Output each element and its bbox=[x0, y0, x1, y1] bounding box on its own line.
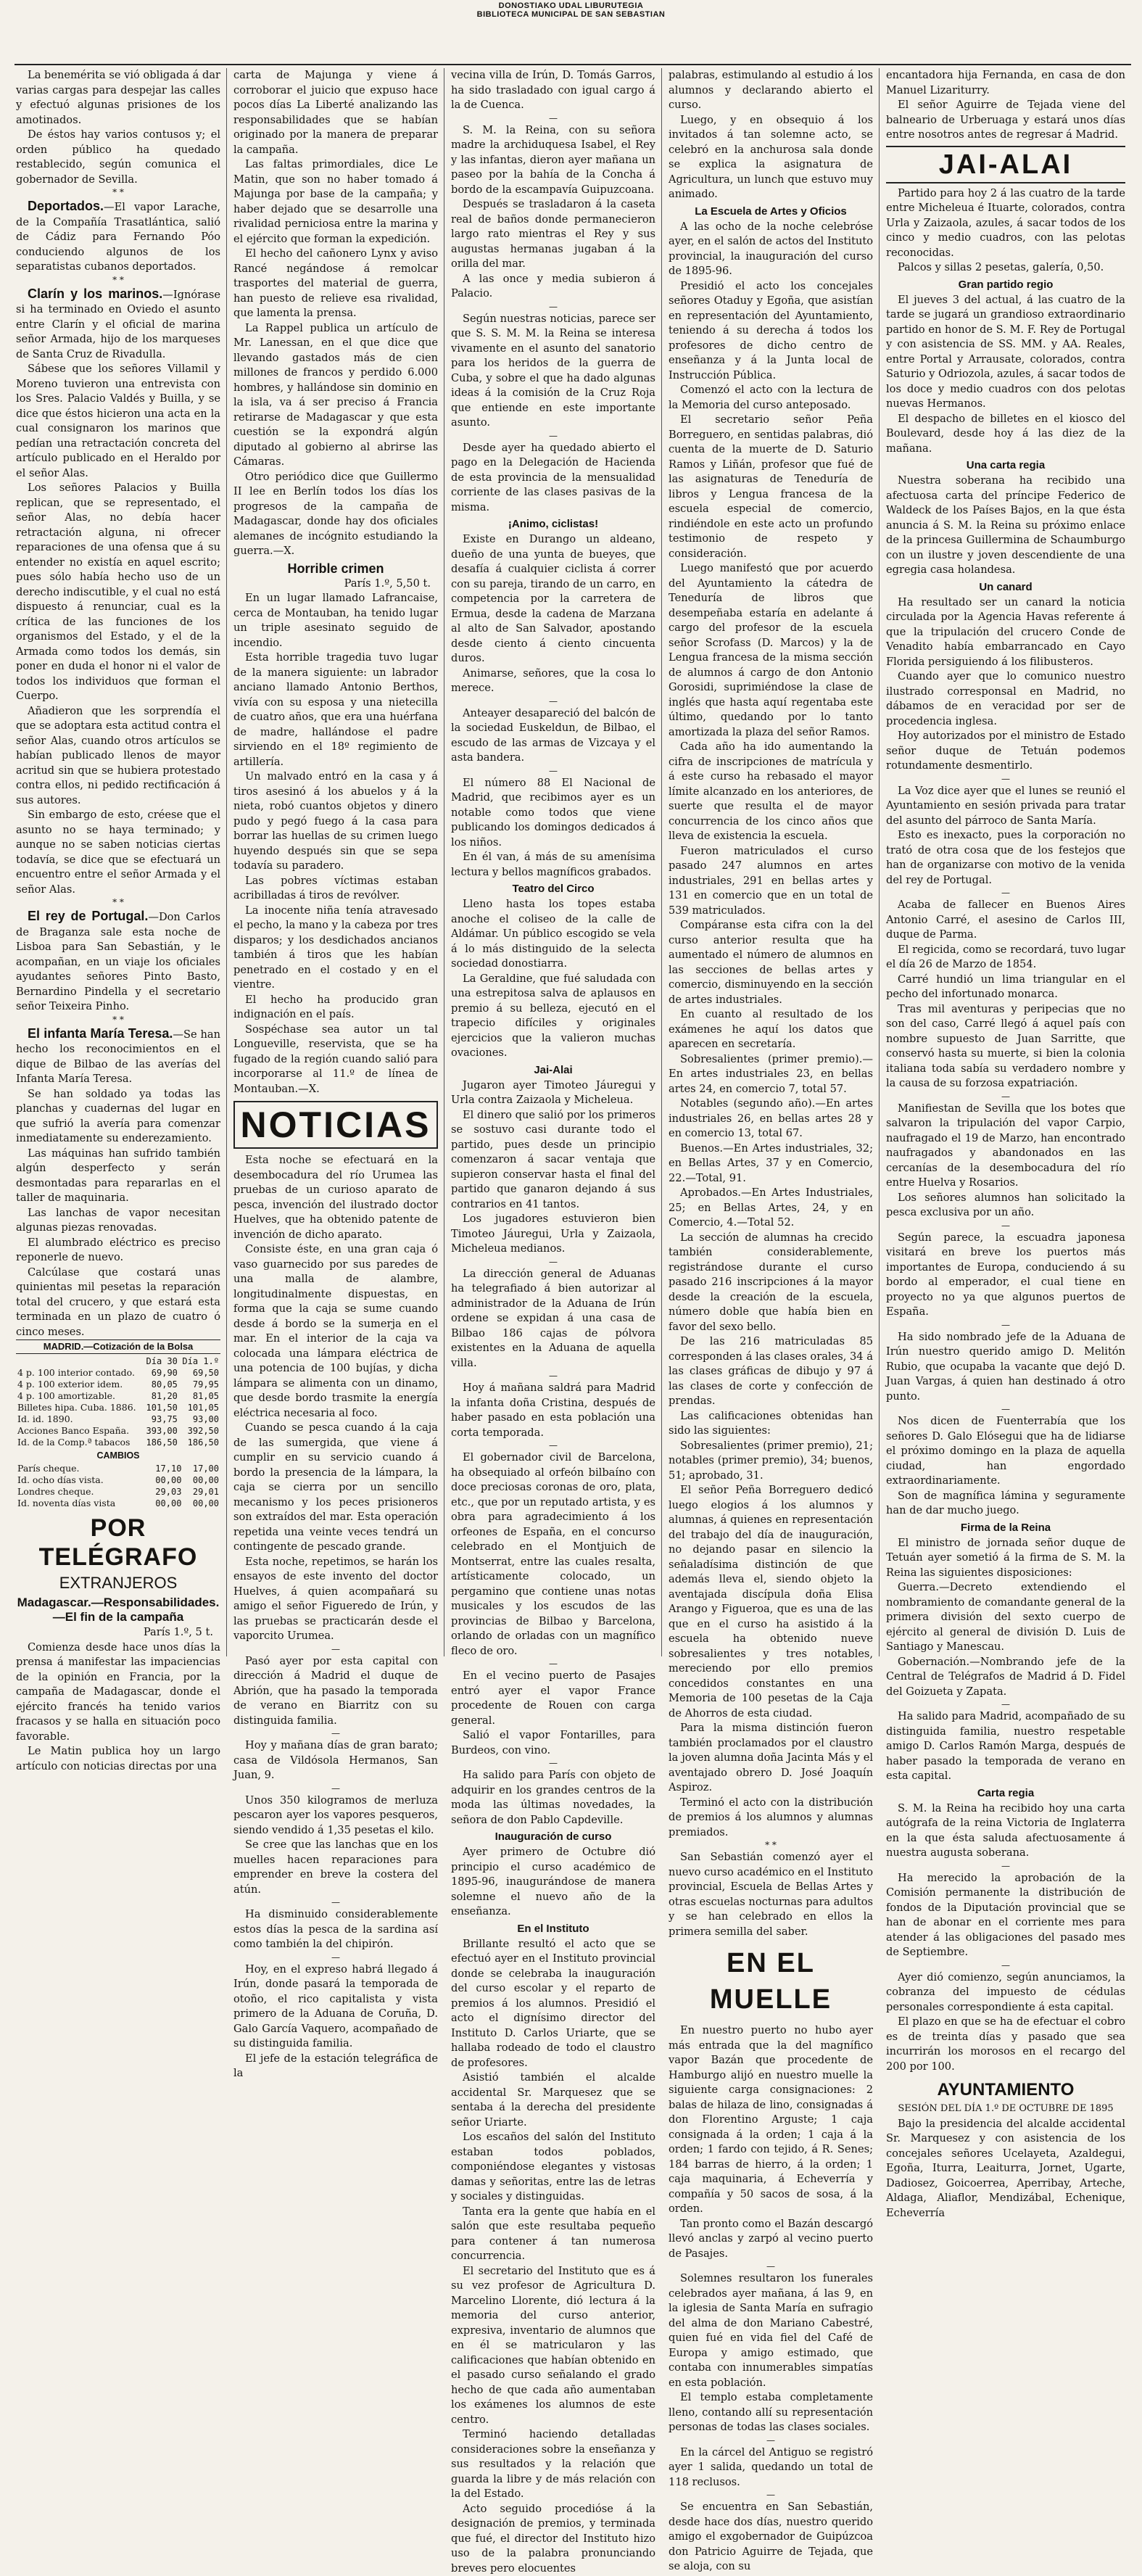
section-subheading-extranjeros: EXTRANJEROS bbox=[16, 1573, 220, 1593]
headline-rey: El rey de Portugal. bbox=[28, 909, 148, 923]
paragraph: Las pobres víctimas estaban acribilladas á tiros de revólver. bbox=[233, 874, 438, 904]
paragraph: S. M. la Reina ha recibido hoy una carta autógrafa de la reina Victoria de Inglaterra en la que ésta saluda afectuosamente á nuestra augusta soberana. bbox=[886, 1801, 1125, 1861]
paragraph: Para la misma distinción fueron también proclamados por el claustro la joven alumna doña Jacinta Más y el aventajado obrero D. José Joaquín Aspiroz. bbox=[669, 1721, 873, 1796]
table-row bbox=[16, 1437, 220, 1448]
cell: 93,75 bbox=[143, 1413, 179, 1425]
news-item: Esta noche, repetimos, se harán los ensayos de este invento del doctor Huelves, á quien acompañará su amigo el señor Figueredo de Irún, y las pruebas se practicarán desde el vaporcito Urumea. bbox=[233, 1555, 438, 1644]
separator: — bbox=[451, 431, 655, 441]
paragraph: Tanta era la gente que había en el salón que este resultaba pequeño para contener á tan numerosa concurrencia. bbox=[451, 2205, 655, 2264]
paragraph: En cuanto al resultado de los exámenes he aquí los datos que aparecen en secretaría. bbox=[669, 1007, 873, 1052]
paragraph: Ayer primero de Octubre dió principio el curso académico de 1895-96, inaugurándose de manera solemne el nuevo año de la enseñanza. bbox=[451, 1845, 655, 1920]
headline-crimen: Horrible crimen bbox=[233, 561, 438, 576]
paragraph: Existe en Durango un aldeano, dueño de una yunta de bueyes, que desafía á cualquier ciclista á correr con su pareja, tirando de un carro, en competencia por la carretera de Ermua, desde la cadena de Marzana al alto de San Salvador, apostando desde ciento á ciento cincuenta duros. bbox=[451, 532, 655, 666]
row-label: Billetes hipa. Cuba. 1886. bbox=[16, 1402, 143, 1413]
column-1 bbox=[16, 68, 220, 1656]
headline-firma-reina: Firma de la Reina bbox=[886, 1521, 1125, 1535]
separator: — bbox=[451, 1440, 655, 1450]
headline-deportados: Deportados. bbox=[28, 199, 104, 213]
dateline: París 1.º, 5 t. bbox=[16, 1625, 220, 1640]
paragraph: Las lanchas de vapor necesitan algunas piezas renovadas. bbox=[16, 1206, 220, 1236]
headline-canard: Un canard bbox=[886, 580, 1125, 595]
table-row bbox=[16, 1379, 220, 1390]
news-item: Cuando se pesca cuando á la caja de las sumergida, que viene á cumplir en su servicio cuando á bordo la presencia de la lámpara, la caja se cierra por un sencillo mecanismo y los peces prisioneros son extraídos del mar. Esta operación repetida una veinte veces tendrá un contingente de pescado grande. bbox=[233, 1421, 438, 1555]
stock-quotes-table bbox=[16, 1355, 220, 1448]
paragraph: Después se trasladaron á la caseta real de baños donde permanecieron largo rato mientras el Rey y sus augustas hermanas jugaban á la orilla del mar. bbox=[451, 197, 655, 272]
paragraph: El gobernador civil de Barcelona, ha obsequiado al orfeón bilbaíno con doce preciosas coronas de oro, plata, etc., que por un reputado artista, y es obra para agradecimiento á los orfeones de España, en el concurso celebrado en el Montjuich de Montserrat, entre las cuales resalta, artísticamente colocado, un pergamino que contiene unas notas musicales y los escudos de las provincias de Bilbao y Barcelona, orlando de orladas con un magnífico fleco de oro. bbox=[451, 1450, 655, 1659]
paragraph: Notables (segundo año).—En artes industriales 26, en bellas artes 28 y en comercio 13, total 67. bbox=[669, 1097, 873, 1142]
cell: 29,03 bbox=[146, 1486, 183, 1498]
separator: — bbox=[886, 1699, 1125, 1709]
row-label: Id. noventa días vista bbox=[16, 1498, 146, 1509]
paragraph: San Sebastián comenzó ayer el nuevo curso académico en el Instituto provincial, Escuela de Bellas Artes y otras escuelas nocturnas para adultos y se han celebrado en ellos la primera semilla del saber. bbox=[669, 1850, 873, 1939]
paragraph: En el vecino puerto de Pasajes entró ayer el vapor France procedente de Rouen con carga general. bbox=[451, 1669, 655, 1728]
paragraph: Solemnes resultaron los funerales celebrados ayer mañana, á las 9, en la iglesia de Santa María en sufragio del alma de don Mariano Cabestré, quien fué en vida fiel del Café de Europa y amigo estimado, que contaba con innumerables simpatías en esta población. bbox=[669, 2271, 873, 2390]
paragraph: Asistió también el alcalde accidental Sr. Marquesez que se sentaba á la derecha del presidente señor Uriarte. bbox=[451, 2071, 655, 2130]
table-row bbox=[16, 1425, 220, 1437]
paragraph: El señor Peña Borreguero dedicó luego elogios á los alumnos y alumnas, á quienes en representación del trabajo del día de inauguración, no dejando pasar en silencio la señaladísima distinción de que además lleva el, siendo objeto la aventajada discípula doña Elisa Arango y Figueroa, que es una de las que en el curso ha asistido á la escuela ha obtenido nueve sobresalientes y tres notables, mereciendo por ello premios concedidos constantes en una Memoria de 100 pesetas de la Caja de Ahorros de esta ciudad. bbox=[669, 1483, 873, 1721]
paragraph: El secretario señor Peña Borreguero, en sentidas palabras, dió cuenta de la muerte de D. Saturio Ramos y Liñán, profesor que fué de las asignaturas de Teneduría de libros y Lengua francesa de la escuela especial de comercio, rindiéndole en este acto un profundo testimonio de respeto y consideración. bbox=[669, 413, 873, 561]
paragraph: Tan pronto como el Bazán descargó llevó anclas y zarpó al vecino puerto de Pasajes. bbox=[669, 2217, 873, 2262]
cell: 393,00 bbox=[143, 1425, 179, 1437]
paragraph: Son de magnífica lámina y seguramente han de dar mucho juego. bbox=[886, 1489, 1125, 1519]
session-date: SESIÓN DEL DÍA 1.º DE OCTUBRE DE 1895 bbox=[886, 2102, 1125, 2117]
paragraph: —Ignórase si ha terminado en Oviedo el asunto entre Clarín y el oficial de marina señor Armada, hijo de los marqueses de Santa Cruz de Rivadulla. bbox=[16, 289, 220, 360]
news-item: Se cree que las lanchas que en los muelles hacen reparaciones para emprender en breve la costera del atún. bbox=[233, 1838, 438, 1897]
separator: — bbox=[233, 1783, 438, 1793]
paragraph: Cuando ayer que lo comunico nuestro ilustrado corresponsal en Madrid, no dábamos de en veracidad por ser de procedencia inglesa. bbox=[886, 669, 1125, 729]
column-5 bbox=[886, 68, 1125, 1656]
paragraph: Sobresalientes (primer premio), 21; notables (primer premio), 34; buenos, 51; aprobado, 31. bbox=[669, 1439, 873, 1484]
separator: — bbox=[233, 1728, 438, 1738]
row-label: Id. id. 1890. bbox=[16, 1413, 143, 1425]
cell: 00,00 bbox=[183, 1474, 220, 1486]
cell: 81,05 bbox=[179, 1390, 220, 1402]
cell: 00,00 bbox=[146, 1474, 183, 1486]
headline-madagascar: Madagascar.—Responsabilidades.—El fin de la campaña bbox=[16, 1595, 220, 1625]
paragraph: La sección de alumnas ha crecido también considerablemente, registrándose durante el curso pasado 216 inscripciones á la mayor desde la creación de la escuela, número doble que había bien en favor del sexo bello. bbox=[669, 1231, 873, 1335]
table-row bbox=[16, 1402, 220, 1413]
headline-jai-alai: Jai-Alai bbox=[451, 1063, 655, 1078]
paragraph: El jueves 3 del actual, á las cuatro de la tarde se jugará un grandioso extraordinario partido en honor de S. M. F. Rey de Portugal y con asistencia de SS. MM. y AA. Reales, entre Portal y Arrausate, colorados, contra Saturio y Odriozola, azules, á sacar todos de los doce y medio cuadros con dos pelotas nuevas Hermanos. bbox=[886, 293, 1125, 412]
section-heading-ayuntamiento: AYUNTAMIENTO bbox=[886, 2078, 1125, 2102]
paragraph: A las ocho de la noche celebróse ayer, en el salón de actos del Instituto provincial, la inauguración del curso de 1895-96. bbox=[669, 220, 873, 279]
table-row bbox=[16, 1474, 220, 1486]
paragraph: En la cárcel del Antiguo se registró ayer 1 salida, quedando un total de 118 reclusos. bbox=[669, 2445, 873, 2490]
news-item: Ha disminuido considerablemente estos días la pesca de la sardina así como también la del chipirón. bbox=[233, 1907, 438, 1952]
paragraph: carta de Majunga y viene á corroborar el juicio que expuso hace pocos días La Liberté analizando las responsabilidades que se habían originado por la manera de preparar la campaña. bbox=[233, 68, 438, 157]
paragraph: Luego, y en obsequio á los invitados á tan solemne acto, se celebró en la anchurosa sala donde se explica la asignatura de Agricultura, un lunch que estuvo muy animado. bbox=[669, 113, 873, 202]
headline-clarin: Clarín y los marinos. bbox=[28, 286, 162, 301]
paragraph: Se han soldado ya todas las planchas y cuadernas del lugar en que sufrió la avería para comenzar inmediatamente su enderezamiento. bbox=[16, 1087, 220, 1147]
row-label: Londres cheque. bbox=[16, 1486, 146, 1498]
table-row bbox=[16, 1498, 220, 1509]
table-row bbox=[16, 1390, 220, 1402]
paragraph: Bajo la presidencia del alcalde accidental Sr. Marquesez y con asistencia de los concejales señores Ucelayeta, Azaldegui, Egoña, Iturra, Leaiturra, Jornet, Ugarte, Dadiosez, Goicoerrea, Aperribay, Arteche, Aldaga, Aliaflor, Mendizábal, Echenique, Echeverría bbox=[886, 2117, 1125, 2221]
separator: — bbox=[451, 696, 655, 706]
cell: 29,01 bbox=[183, 1486, 220, 1498]
cell: 101,05 bbox=[179, 1402, 220, 1413]
table-row bbox=[16, 1486, 220, 1498]
headline-circo: Teatro del Circo bbox=[451, 882, 655, 896]
masthead-line-2: BIBLIOTECA MUNICIPAL DE SAN SEBASTIAN bbox=[0, 10, 1142, 19]
paragraph: El templo estaba completamente lleno, contando allí su representación personas de todas las clases sociales. bbox=[669, 2390, 873, 2435]
paragraph: Ayer dió comienzo, según anunciamos, la cobranza del impuesto de cédulas personales correspondiente á esta capital. bbox=[886, 1970, 1125, 2015]
headline-instituto: En el Instituto bbox=[451, 1922, 655, 1936]
headline-infanta: El infanta María Teresa. bbox=[28, 1026, 173, 1041]
paragraph: encantadora hija Fernanda, en casa de don Manuel Lizariturry. bbox=[886, 68, 1125, 98]
column-header: Día 1.º bbox=[179, 1355, 220, 1367]
paragraph: —Se han hecho los reconocimientos en el dique de Bilbao de las averías del Infanta María Teresa. bbox=[16, 1028, 220, 1086]
cell: 93,00 bbox=[179, 1413, 220, 1425]
paragraph: Sin embargo de esto, créese que el asunto no se haya terminado; y aunque no se saben noticias ciertas todavía, se dice que se efectuará un encuentro entre el señor Armada y el señor Alas. bbox=[16, 808, 220, 897]
table-header bbox=[16, 1355, 220, 1367]
table-row bbox=[16, 1463, 220, 1474]
paragraph: —Don Carlos de Braganza sale esta noche de Lisboa para San Sebastián, y le acompañan, en un viaje los oficiales ayudantes señores Pinto Basto, Bernardino Pindella y el secretario señor Teixeira Pinho. bbox=[16, 911, 220, 1012]
paragraph: Presidió el acto los concejales señores Otaduy y Egoña, que asistían en representación del Ayuntamiento, teniendo á su derecha á todos los profesores de dicho centro de enseñanza y á la Junta local de Instrucción Pública. bbox=[669, 279, 873, 384]
cell: 69,90 bbox=[143, 1367, 179, 1379]
cell: 80,05 bbox=[143, 1379, 179, 1390]
cell: 79,95 bbox=[179, 1379, 220, 1390]
separator: — bbox=[451, 766, 655, 776]
section-heading-muelle: EN EL MUELLE bbox=[669, 1945, 873, 2018]
row-label: 4 p. 100 interior contado. bbox=[16, 1367, 143, 1379]
column-header: Día 30 bbox=[143, 1355, 179, 1367]
separator: — bbox=[886, 1861, 1125, 1871]
paragraph: Las máquinas han sufrido también algún desperfecto y serán desmontadas para repararlas en el taller de maquinaria. bbox=[16, 1147, 220, 1206]
paragraph: vecina villa de Irún, D. Tomás Garros, ha sido trasladado con igual cargo á la de Cuenca. bbox=[451, 68, 655, 113]
paragraph: Calcúlase que costará unas quinientas mil pesetas la reparación total del crucero, y que estará esta terminada en un plazo de cuatro ó cinco meses. bbox=[16, 1266, 220, 1340]
news-item: Hoy, en el expreso habrá llegado á Irún, donde pasará la temporada de otoño, el rico capitalista y vista primero de la Aduana de Coruña, D. Galo García Vaquero, acompañado de su distinguida familia. bbox=[233, 1962, 438, 2052]
paragraph: Fueron matriculados el curso pasado 247 alumnos en artes industriales, 291 en bellas artes y 131 en comercio que en un total de 539 matriculados. bbox=[669, 844, 873, 919]
column-2 bbox=[233, 68, 438, 1656]
separator: — bbox=[669, 2490, 873, 2500]
column-divider bbox=[226, 68, 227, 1656]
news-item: Esta noche se efectuará en la desembocadura del río Urumea las pruebas de un curioso aparato de pesca, invención del ilustrado doctor Huelves, que ha obtenido patente de invención de dicho aparato. bbox=[233, 1153, 438, 1242]
paragraph: Partido para hoy 2 á las cuatro de la tarde entre Micheleua é Ituarte, colorados, contra Urla y Zaizaola, azules, á sacar todos de los cinco y medio cuadros, con las pelotas reconocidas. bbox=[886, 186, 1125, 261]
paragraph: Hoy autorizados por el ministro de Estado señor duque de Tetuán podemos rotundamente desmentirlo. bbox=[886, 729, 1125, 774]
headline-artes-oficios: La Escuela de Artes y Oficios bbox=[669, 205, 873, 219]
cambios-heading: CAMBIOS bbox=[16, 1450, 220, 1461]
row-label: 4 p. 100 exterior idem. bbox=[16, 1379, 143, 1390]
paragraph: Animarse, señores, que la cosa lo merece. bbox=[451, 666, 655, 696]
paragraph: Se encuentra en San Sebastián, desde hace dos días, nuestro querido amigo el exgobernador de Guipúzcoa don Patricio Aguirre de Tejada, que se aloja, con su bbox=[669, 2500, 873, 2575]
section-heading-noticias: NOTICIAS bbox=[233, 1101, 438, 1149]
table-row bbox=[16, 1413, 220, 1425]
cell: 17,00 bbox=[183, 1463, 220, 1474]
headline-gran-partido: Gran partido regio bbox=[886, 278, 1125, 292]
paragraph: Esto es inexacto, pues la corporación no trató de otra cosa que de los festejos que han de organizarse con motivo de la venida del rey de Portugal. bbox=[886, 828, 1125, 888]
paragraph: El dinero que salió por los primeros se sostuvo casi durante todo el partido, pues desde un principio comenzaron á sacar ventaja que supieron conservar hasta el final del partido que ganaron dejando á sus contrarios en 41 tantos. bbox=[451, 1108, 655, 1213]
separator: — bbox=[669, 2261, 873, 2271]
paragraph: La Voz dice ayer que el lunes se reunió el Ayuntamiento en sesión privada para tratar del asunto del párroco de Santa María. bbox=[886, 784, 1125, 829]
paragraph: Tras mil aventuras y peripecias que no son del caso, Carré llegó á aquel país con nombre supuesto de Juan Sarritte, que conservó hasta su muerte, si bien la colonia italiana toda sabía su verdadero nombre y la causa de su forzosa expatriación. bbox=[886, 1002, 1125, 1091]
paragraph: Los señores Palacios y Builla replican, que se representado, el señor Alas, no debía hacer retractación alguna, ni ofrecer reparaciones de una ofensa que á su entender no existía en aquel escrito; pues sólo había hecho uso de un derecho indiscutible, y el cual no está dispuesto á renunciar, cual es la crítica de las funciones de los organismos del Estado, y el de la Armada como todos los demás, sin poner en duda el honor ni el valor de todos los individuos que forman el Cuerpo. bbox=[16, 481, 220, 704]
paragraph: Brillante resultó el acto que se efectuó ayer en el Instituto provincial donde se celebraba la inauguración del curso escolar y el reparto de premios á los alumnos. Presidió el acto el dignísimo director del Instituto D. Carlos Uriarte, que se hallaba rodeado de todo el claustro de profesores. bbox=[451, 1937, 655, 2071]
paragraph: palabras, estimulando al estudio á los alumnos y declarando abierto el curso. bbox=[669, 68, 873, 113]
separator: * * bbox=[16, 1015, 220, 1025]
cell: 69,50 bbox=[179, 1367, 220, 1379]
paragraph: En un lugar llamado Lafrancaise, cerca de Montauban, ha tenido lugar un triple asesinato seguido de incendio. bbox=[233, 591, 438, 651]
paragraph: El ministro de jornada señor duque de Tetuán ayer sometió á la firma de S. M. la Reina las siguientes disposiciones: bbox=[886, 1536, 1125, 1581]
news-item: Pasó ayer por esta capital con dirección á Madrid el duque de Abrión, que ha pasado la temporada de verano en Biarritz con su distinguida familia. bbox=[233, 1654, 438, 1729]
paragraph: Palcos y sillas 2 pesetas, galería, 0,50. bbox=[886, 260, 1125, 276]
paragraph: Cada año ha ido aumentando la cifra de inscripciones de matrícula y á este curso ha rebasado el mayor límite alcanzado en los anteriores, de suerte que resulta el de mayor concurrencia de los cinco años que lleva de existencia la escuela. bbox=[669, 740, 873, 844]
paragraph: Aprobados.—En Artes Industriales, 25; en Bellas Artes, 24, y en Comercio, 4.—Total 52. bbox=[669, 1186, 873, 1231]
headline-carta-regia-2: Carta regia bbox=[886, 1786, 1125, 1801]
paragraph: S. M. la Reina, con su señora madre la archiduquesa Isabel, el Rey y las infantas, dieron ayer mañana un paseo por la bahía de la Concha á bordo de la escampavía Guipuzcoana. bbox=[451, 123, 655, 198]
separator: * * bbox=[16, 897, 220, 907]
paragraph: Lleno hasta los topes estaba anoche el coliseo de la calle de Aldámar. Un público escogido se vela á lo más distinguido de la selecta sociedad donostiarra. bbox=[451, 897, 655, 972]
paragraph: Manifiestan de Sevilla que los botes que salvaron la tripulación del vapor Carpio, naufragado el 19 de Marzo, han encontrado naufragados y abandonados en las cercanías de la desembocadura del río entre Huelva y Rosarios. bbox=[886, 1102, 1125, 1191]
paragraph: El hecho del cañonero Lynx y aviso Rancé negándose á remolcar trasportes del material de guerra, han puesto de relieve esa rivalidad, que lamenta la prensa. bbox=[233, 247, 438, 321]
separator: — bbox=[886, 888, 1125, 898]
paragraph: Comienza desde hace unos días la prensa á manifestar las impaciencias de la opinión en Francia, por la campaña de Madagascar, donde el ejército francés ha tenido varios fracasos y se halla en situación poco favorable. bbox=[16, 1640, 220, 1745]
cell: 186,50 bbox=[179, 1437, 220, 1448]
paragraph: Las faltas primordiales, dice Le Matin, que son no haber tomado á Majunga por base de la campaña; y haber dejado que se desarrolle una rivalidad perniciosa entre la marina y el ejército que forman la expedición. bbox=[233, 157, 438, 247]
paragraph: El número 88 El Nacional de Madrid, que recibimos ayer es un notable como todos que viene publicando los domingos dedicados á los niños. bbox=[451, 776, 655, 851]
paragraph: Compáranse esta cifra con la del curso anterior resulta que ha aumentado el número de alumnos en las secciones de bellas artes y comercio, disminuyendo en la sección de artes industriales. bbox=[669, 918, 873, 1007]
masthead bbox=[0, 1, 1142, 19]
paragraph: Las calificaciones obtenidas han sido las siguientes: bbox=[669, 1409, 873, 1439]
paragraph: Guerra.—Decreto extendiendo el nombramiento de comandante general de la primera división del sexto cuerpo de ejército al general de división D. Luis de Santiago y Manescau. bbox=[886, 1580, 1125, 1655]
headline-animo: ¡Animo, ciclistas! bbox=[451, 517, 655, 532]
separator: — bbox=[233, 1644, 438, 1654]
news-item: Hoy y mañana días de gran barato; casa de Vildósola Hermanos, San Juan, 9. bbox=[233, 1738, 438, 1783]
paragraph: La inocente niña tenía atravesado el pecho, la mano y la cabeza por tres disparos; y los desdichados ancianos también á tiros que les habían penetrado en el costado y en el vientre. bbox=[233, 904, 438, 993]
paragraph: De las 216 matriculadas 85 corresponden á las clases orales, 34 á las clases gráficas de dibujo y 97 á las clases de corte y confección de prendas. bbox=[669, 1334, 873, 1409]
paragraph: Los señores alumnos han solicitado la pesca exclusiva por un año. bbox=[886, 1191, 1125, 1221]
separator: — bbox=[233, 1897, 438, 1907]
paragraph: Salió el vapor Fontarilles, para Burdeos, con vino. bbox=[451, 1728, 655, 1758]
paragraph: Nuestra soberana ha recibido una afectuosa carta del príncipe Federico de Waldeck de los Países Bajos, en la que ésta anuncia á S. M. la Reina su próximo enlace de la princesa Guillermina de Schaumburgo con un ilustre y joven descendiente de una egregia casa holandesa. bbox=[886, 474, 1125, 578]
separator: — bbox=[233, 1952, 438, 1962]
paragraph: Ha merecido la aprobación de la Comisión permanente la distribución de fondos de la Diputación provincial que se han de abonar en el corriente mes para atender á las obligaciones del pasado mes de Septiembre. bbox=[886, 1871, 1125, 1960]
paragraph: —El vapor Larache, de la Compañía Trasatlántica, salió de Cádiz para Fernando Póo conduciendo algunos de los separatistas cubanos deportados. bbox=[16, 201, 220, 273]
cell: 00,00 bbox=[146, 1498, 183, 1509]
cell: 101,50 bbox=[143, 1402, 179, 1413]
separator: — bbox=[886, 774, 1125, 784]
paragraph: Sábese que los señores Villamil y Moreno tuvieron una entrevista con los Sres. Palacio Valdés y Builla, y se dice que éstos hicieron una acta en la cual consignaron los marinos que pedían una retractación concreta del artículo publicado en el Heraldo por el señor Alas. bbox=[16, 362, 220, 481]
paragraph: El secretario del Instituto que es á su vez profesor de Agricultura D. Marcelino Llorente, dió lectura á la memoria del curso anterior, expresiva, inventario de alumnos que en él se matricularon y las calificaciones que habían obtenido en el pasado curso señalando el grado hecho de que cada año aumentaban los exámenes los alumnos de este centro. bbox=[451, 2264, 655, 2428]
row-label: Acciones Banco España. bbox=[16, 1425, 143, 1437]
paragraph: Ha sido nombrado jefe de la Aduana de Irún nuestro querido amigo D. Melitón Rubio, que ocupaba la vacante que dejó D. Juan Vargas, á quien han destinado á otro punto. bbox=[886, 1330, 1125, 1405]
headline-inauguracion: Inauguración de curso bbox=[451, 1830, 655, 1844]
paragraph: Nos dicen de Fuenterrabía que los señores D. Galo Elósegui que ha de lidiarse el próximo domingo en la plaza de aquella ciudad, han engordado extraordinariamente. bbox=[886, 1414, 1125, 1489]
cell: 81,20 bbox=[143, 1390, 179, 1402]
separator: — bbox=[451, 1257, 655, 1267]
row-label: 4 p. 100 amortizable. bbox=[16, 1390, 143, 1402]
cell: 17,10 bbox=[146, 1463, 183, 1474]
paragraph: El regicida, como se recordará, tuvo lugar el día 26 de Marzo de 1854. bbox=[886, 943, 1125, 973]
paragraph: Carré hundió un lima triangular en el pecho del infortunado monarca. bbox=[886, 973, 1125, 1002]
row-label: Id. ocho días vista. bbox=[16, 1474, 146, 1486]
paragraph: La dirección general de Aduanas ha telegrafiado á bien autorizar al administrador de la Aduana de Irún ordene se expidan á una casa de Bilbao 186 cajas de pólvora existentes en la Aduana de aquella villa. bbox=[451, 1267, 655, 1371]
column-divider bbox=[879, 68, 880, 1656]
paragraph: Según nuestras noticias, parece ser que S. S. M. M. la Reina se interesa vivamente en el asunto del sanatorio para los heridos de la guerra de Cuba, y sobre el que ha dado algunas ideas á la comisión de la Cruz Roja que entiende en este importante asunto. bbox=[451, 312, 655, 431]
separator: * * bbox=[16, 187, 220, 197]
section-heading-jai-alai: JAI-ALAI bbox=[886, 146, 1125, 183]
news-item: El jefe de la estación telegráfica de la bbox=[233, 2052, 438, 2081]
separator: * * bbox=[669, 1840, 873, 1850]
paragraph: En nuestro puerto no hubo ayer más entrada que la del magnífico vapor Bazán que procedente de Hamburgo alijó en nuestro muelle la siguiente carga consignaciones: 2 balas de hilaza de lino, consignadas á don Florentino Arguste; 1 caja consignada á la orden; 1 caja á la orden; 1 fardo con tejido, á R. Senes; 184 barras de hierro, á la orden; 1 caja maquinaria, á Echeverría y compañía y 50 sacos de sosa, á la orden. bbox=[669, 2023, 873, 2217]
separator: — bbox=[886, 1221, 1125, 1231]
separator: — bbox=[886, 1320, 1125, 1330]
separator: — bbox=[886, 1960, 1125, 1970]
paragraph: Jugaron ayer Timoteo Jáuregui y Urla contra Zaizaola y Micheleua. bbox=[451, 1078, 655, 1108]
separator: — bbox=[669, 2435, 873, 2445]
paragraph: El señor Aguirre de Tejada viene del balneario de Urberuaga y estará unos días entre nosotros antes de regresar á Madrid. bbox=[886, 98, 1125, 143]
paragraph: Esta horrible tragedia tuvo lugar de la manera siguiente: un labrador anciano llamado Antonio Berthos, vivía con su esposa y una nietecilla de cuatro años, que era una huérfana de madre, hallándose el padre sirviendo en el 18º regimiento de artillería. bbox=[233, 651, 438, 769]
paragraph: El plazo en que se ha de efectuar el cobro es de treinta días y pasado que sea incurrirán los morosos en el recargo del 200 por 100. bbox=[886, 2015, 1125, 2074]
separator: — bbox=[886, 1404, 1125, 1414]
masthead-line-1: DONOSTIAKO UDAL LIBURUTEGIA bbox=[0, 1, 1142, 10]
paragraph: Un malvado entró en la casa y á tiros asesinó á los abuelos y á la nieta, robó cuantos objetos y dinero pudo y pegó fuego á la casa para borrar las huellas de su crimen luego huyendo después sin que se sepa todavía su paradero. bbox=[233, 769, 438, 874]
separator: * * bbox=[16, 275, 220, 285]
section-heading-telegrafo: POR TELÉGRAFO bbox=[16, 1514, 220, 1572]
paragraph: Los escaños del salón del Instituto estaban todos poblados, componiéndose elegantes y vistosas damas y señoritas, entre las de letras y sociales y distinguidas. bbox=[451, 2130, 655, 2205]
paragraph: Otro periódico dice que Guillermo II lee en Berlín todos los días los progresos de la campaña de Madagascar, donde hay dos oficiales alemanes de incógnito estudiando la guerra.—X. bbox=[233, 470, 438, 559]
cell: 186,50 bbox=[143, 1437, 179, 1448]
paragraph: Luego manifestó que por acuerdo del Ayuntamiento la cátedra de Teneduría de libros que desempeñaba estaría en adelante á cargo del profesor de la escuela señor Scrofass (D. Marcos) y la de Lengua francesa de la misma sección de alumnos á cargo de don Antonio Gorosidi, suprimiéndose la clase de inglés que hasta aquí regentaba este último, quedando por lo tanto amortizada la plaza del señor Ramos. bbox=[669, 561, 873, 740]
paragraph: El hecho ha producido gran indignación en el país. bbox=[233, 993, 438, 1023]
paragraph: Acaba de fallecer en Buenos Aires Antonio Carré, el asesino de Carlos III, duque de Parma. bbox=[886, 898, 1125, 943]
table-row bbox=[16, 1367, 220, 1379]
paragraph: Desde ayer ha quedado abierto el pago en la Delegación de Hacienda de esta provincia de la mensualidad corriente de las clases pasivas de la misma. bbox=[451, 441, 655, 516]
news-item: Consiste éste, en una gran caja ó vaso guarnecido por sus paredes de una malla de alambre, longitudinalmente dispuestas, en forma que la caja se sume cuando desde á bordo se la sumerja en el mar. En el interior de la caja va colocada una lámpara eléctrica de una potencia de 100 bujías, y dicha lámpara se alimenta con un dinamo, que desde bordo trasmite la energía eléctrica necesaria al foco. bbox=[233, 1242, 438, 1421]
paragraph: Terminó el acto con la distribución de premios á los alumnos y alumnas premiados. bbox=[669, 1796, 873, 1841]
paragraph: La Rappel publica un artículo de Mr. Lanessan, en el que dice que llevando gastados más de cien millones de francos y perdido 6.000 hombres, y hallándose sin dominio en la isla, va á ser preciso á Francia retirarse de Madagascar y que esta cuestión se la expondrá algún diputado al gobierno al abrirse las Cámaras. bbox=[233, 321, 438, 470]
paragraph: Buenos.—En Artes industriales, 32; en Bellas Artes, 37 y en Comercio, 22.—Total, 91. bbox=[669, 1142, 873, 1186]
cell: 00,00 bbox=[183, 1498, 220, 1509]
paragraph: Sobresalientes (primer premio).—En artes industriales 23, en bellas artes 24, en comercio 7, total 57. bbox=[669, 1052, 873, 1097]
paragraph: Según parece, la escuadra japonesa visitará en breve los puertos más importantes de Europa, conduciendo á su bordo al emperador, el cual tiene en proyecto no ya que algunos puertos de España. bbox=[886, 1231, 1125, 1320]
paragraph: Terminó haciendo detalladas consideraciones sobre la enseñanza y sus resultados y la relación que guarda la libre y de más relación con la del Estado. bbox=[451, 2427, 655, 2502]
paragraph: En él van, á más de su amenísima lectura y bellos magníficos grabados. bbox=[451, 850, 655, 880]
dateline: París 1.º, 5,50 t. bbox=[233, 577, 438, 592]
stock-quotes-title: MADRID.—Cotización de la Bolsa bbox=[16, 1339, 220, 1354]
paragraph: El alumbrado eléctrico es preciso reponerle de nuevo. bbox=[16, 1236, 220, 1266]
separator: — bbox=[886, 1091, 1125, 1102]
top-rule bbox=[15, 64, 1131, 65]
separator: — bbox=[451, 302, 655, 312]
paragraph: Hoy á mañana saldrá para Madrid la infanta doña Cristina, después de haber pasado en esta población una corta temporada. bbox=[451, 1381, 655, 1440]
column-divider bbox=[661, 68, 662, 1656]
paragraph: Comenzó el acto con la lectura de la Memoria del curso anteposado. bbox=[669, 383, 873, 413]
paragraph: El despacho de billetes en el kiosco del Boulevard, desde hoy á las diez de la mañana. bbox=[886, 412, 1125, 457]
paragraph: Acto seguido procedióse á la designación de premios, y terminada que fué, el director del Instituto hizo uso de la palabra pronunciando breves pero elocuentes bbox=[451, 2502, 655, 2576]
exchange-table bbox=[16, 1463, 220, 1509]
column-4 bbox=[669, 68, 873, 1656]
separator: — bbox=[451, 1758, 655, 1768]
paragraph: Ha salido para Madrid, acompañado de su distinguida familia, nuestro respetable amigo D. Carlos Ramón Marga, después de haber pasado la temporada de verano en esta capital. bbox=[886, 1709, 1125, 1784]
row-label: París cheque. bbox=[16, 1463, 146, 1474]
paragraph: La benemérita se vió obligada á dar varias cargas para despejar las calles y efectuó algunas prisiones de los amotinados. bbox=[16, 68, 220, 128]
paragraph: Los jugadores estuvieron bien Timoteo Jáuregui, Urla y Zaizaola, Micheleua medianos. bbox=[451, 1212, 655, 1257]
paragraph: Gobernación.—Nombrando jefe de la Central de Telégrafos de Madrid á D. Fidel del Goizueta y Zapata. bbox=[886, 1655, 1125, 1700]
news-item: Unos 350 kilogramos de merluza pescaron ayer los vapores pesqueros, siendo vendido á 1,35 pesetas el kilo. bbox=[233, 1793, 438, 1838]
paragraph: De éstos hay varios contusos y; el orden público ha quedado restablecido, según comunica el gobernador de Sevilla. bbox=[16, 128, 220, 187]
paragraph: Añadieron que les sorprendía el que se adoptara esta actitud contra el señor Alas, cuando otros artículos se habían publicado llenos de mayor acritud sin que se hubiera protestado contra ellos, ni pedido rectificación á sus autores. bbox=[16, 704, 220, 809]
paragraph: Anteayer desapareció del balcón de la sociedad Euskeldun, de Bilbao, el escudo de las armas de Vizcaya y el asta bandera. bbox=[451, 706, 655, 766]
paragraph: La Geraldine, que fué saludada con una estrepitosa salva de aplausos en premio á su belleza, ejecutó en el trapecio difíciles y originales ejercicios que la valieron muchas ovaciones. bbox=[451, 972, 655, 1061]
paragraph: Le Matin publica hoy un largo artículo con noticias directas por una bbox=[16, 1744, 220, 1774]
paragraph: Ha resultado ser un canard la noticia circulada por la Agencia Havas referente á que la tripulación del crucero Conde de Venadito había embarrancado en Cayo Florida persiguiendo á los filibusteros. bbox=[886, 595, 1125, 670]
separator: — bbox=[451, 1659, 655, 1669]
headline-carta-regia: Una carta regia bbox=[886, 458, 1125, 473]
separator: — bbox=[451, 1371, 655, 1381]
paragraph: Ha salido para París con objeto de adquirir en los grandes centros de la moda las últimas novedades, la señora de don Pablo Capdeville. bbox=[451, 1768, 655, 1828]
cell: 392,50 bbox=[179, 1425, 220, 1437]
separator: — bbox=[451, 113, 655, 123]
column-3 bbox=[451, 68, 655, 1656]
row-label: Id. de la Comp.ª tabacos bbox=[16, 1437, 143, 1448]
paragraph: A las once y media subieron á Palacio. bbox=[451, 272, 655, 302]
paragraph: Sospéchase sea autor un tal Longueville, reservista, que se ha fugado de la región cuando salió para incorporarse al 11.º de línea de Montauban.—X. bbox=[233, 1023, 438, 1097]
